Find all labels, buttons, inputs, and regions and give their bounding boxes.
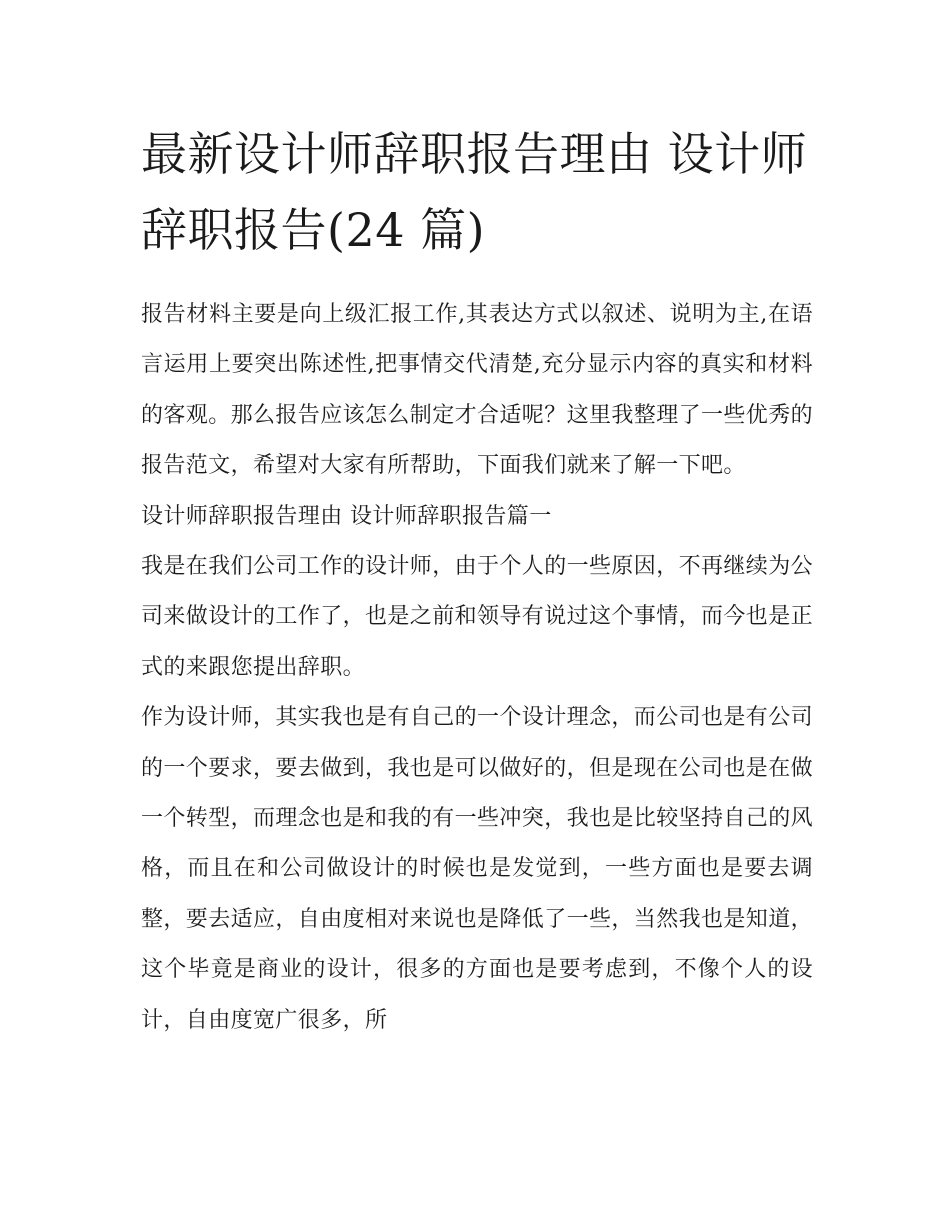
body-paragraph-1: 我是在我们公司工作的设计师，由于个人的一些原因，不再继续为公司来做设计的工作了，也是之前和领导有说过这个事情，而今也是正式的来跟您提出辞职。: [141, 554, 814, 680]
body-paragraph-2: 作为设计师，其实我也是有自己的一个设计理念，而公司也是有公司的一个要求，要去做到，我也是可以做好的，但是现在公司也是在做一个转型，而理念也是和我的有一些冲突，我也是比较坚持自己的风格，而且在和公司做设计的时候也是发觉到，一些方面也是要去调整，要去适应，自由度相对来说也是降低了一些，当然我也是知道，这个毕竟是商业的设计，很多的方面也是要考虑到，不像个人的设计，自由度宽广很多，所: [141, 705, 814, 1033]
document-title: 最新设计师辞职报告理由 设计师辞职报告(24 篇): [141, 127, 808, 257]
section-heading: 设计师辞职报告理由 设计师辞职报告篇一: [141, 503, 552, 529]
intro-paragraph: 报告材料主要是向上级汇报工作,其表达方式以叙述、说明为主,在语言运用上要突出陈述性,把事情交代清楚,充分显示内容的真实和材料的客观。那么报告应该怎么制定才合适呢？这里我整理了一些优秀的报告范文，希望对大家有所帮助，下面我们就来了解一下吧。: [141, 302, 814, 479]
document-body: [141, 116, 813, 1046]
